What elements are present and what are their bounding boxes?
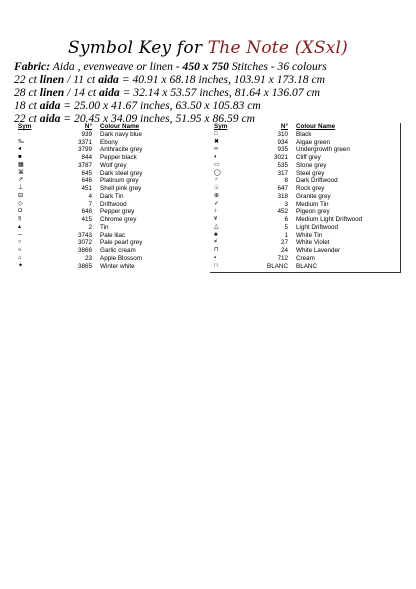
header-name: Colour Name	[296, 123, 336, 130]
symbol-glyph: ─	[18, 231, 23, 238]
size-line	[14, 99, 414, 112]
symbol-glyph: ⌘	[18, 169, 24, 176]
symbol-glyph: ↗	[18, 177, 23, 184]
colour-name: Algae green	[296, 138, 330, 146]
dmc-number: 645	[81, 169, 92, 177]
table-row	[210, 247, 400, 255]
colour-name: White Violet	[296, 239, 330, 247]
table-row	[210, 131, 400, 139]
colour-name: Stone grey	[296, 161, 327, 169]
fabric-line	[14, 60, 414, 73]
stitch-size: 450 x 750	[182, 60, 229, 73]
table-row	[14, 247, 204, 255]
colour-name: Winter white	[100, 262, 135, 270]
dmc-number: 1	[284, 231, 288, 239]
table-header	[14, 123, 204, 131]
colour-name: Undergrowth green	[296, 146, 350, 154]
symbol-glyph: ▪	[214, 254, 217, 261]
fabric-label: Fabric:	[14, 60, 51, 73]
size-dimensions: = 32.14 x 53.57 inches, 81.64 x 136.07 cm	[122, 86, 321, 99]
colour-name: Pepper black	[100, 154, 137, 161]
size-dimensions: = 25.00 x 41.67 inches, 63.50 x 105.83 cm	[63, 99, 261, 112]
size-count: 18 ct	[14, 99, 37, 112]
dmc-number: 934	[277, 138, 288, 146]
table-row	[210, 185, 400, 193]
colour-name: Ebony	[100, 138, 118, 146]
dmc-number: 27	[280, 239, 288, 247]
colour-name: Dark steel grey	[100, 169, 143, 177]
dmc-number: 6	[284, 216, 288, 223]
table-row	[210, 162, 400, 170]
header-num: N°	[84, 123, 92, 130]
colour-name: Dark Driftwood	[296, 177, 338, 185]
symbol-glyph: □	[214, 130, 218, 137]
table-row	[14, 170, 204, 178]
dmc-number: 3	[284, 200, 288, 208]
dmc-number: 3743	[77, 231, 92, 239]
symbol-glyph: ¥	[214, 216, 218, 222]
size-fabric-alt: aida	[98, 73, 119, 86]
size-line	[14, 86, 414, 99]
table-row	[210, 208, 400, 216]
size-fabric: aida	[39, 112, 61, 125]
symbol-glyph: ♪	[214, 208, 217, 215]
size-line	[14, 73, 414, 86]
symbol-glyph: ✦	[18, 262, 23, 269]
dmc-number: 647	[277, 185, 288, 192]
dmc-number: 452	[277, 208, 288, 216]
colour-name: Granite grey	[296, 192, 331, 200]
page-title	[0, 38, 416, 58]
symbol-glyph: ▦	[18, 161, 24, 168]
table-row	[14, 201, 204, 209]
size-count: 28 ct	[14, 86, 37, 99]
title-pattern-name: The Note (XSxl)	[207, 38, 348, 58]
colour-name: Tin	[100, 223, 109, 231]
dmc-number: 310	[277, 130, 288, 138]
size-fabric: linen	[39, 73, 65, 86]
colour-name: Pepper grey	[100, 208, 135, 216]
table-row	[210, 224, 400, 232]
table-row	[210, 177, 400, 185]
symbol-glyph: ⊥	[18, 185, 24, 191]
dmc-number: 3371	[77, 138, 92, 146]
size-count-alt: / 11 ct	[67, 73, 96, 86]
header-sym: Sym	[214, 123, 228, 130]
table-header	[210, 123, 400, 131]
table-row	[14, 224, 204, 232]
symbol-glyph: ✓	[214, 200, 219, 207]
dmc-number: 451	[81, 185, 92, 192]
table-row	[14, 146, 204, 154]
dmc-number: 3072	[77, 239, 92, 247]
table-row	[14, 139, 204, 147]
symbol-glyph: ‰	[18, 138, 24, 145]
size-dimensions: = 40.91 x 68.18 inches, 103.91 x 173.18 cm	[121, 73, 325, 86]
symbol-glyph: ♣	[214, 231, 218, 238]
colour-name: Shell pink grey	[100, 185, 142, 192]
size-fabric-alt: aida	[99, 86, 120, 99]
table-row	[14, 154, 204, 162]
dmc-number: 535	[277, 161, 288, 169]
table-row	[14, 177, 204, 185]
symbol-glyph: Ω	[18, 208, 23, 215]
table-row	[14, 255, 204, 263]
table-row	[210, 239, 400, 247]
table-row	[210, 154, 400, 162]
colour-name: Pale lilac	[100, 231, 126, 239]
dmc-number: 3787	[77, 161, 92, 169]
table-row	[14, 162, 204, 170]
table-row	[14, 239, 204, 247]
colour-name: Rock grey	[296, 185, 325, 192]
symbol-glyph: ♂	[214, 177, 219, 184]
colour-name: Garlic cream	[100, 247, 136, 254]
table-row	[14, 263, 204, 271]
header-name: Colour Name	[100, 123, 140, 130]
symbol-glyph: ◇	[18, 200, 23, 207]
symbol-glyph: ∞	[214, 146, 219, 153]
colour-name: Cream	[296, 254, 315, 262]
table-row	[14, 185, 204, 193]
dmc-number: 648	[81, 208, 92, 216]
dmc-number: 3021	[273, 154, 288, 161]
symbol-glyph: ✖	[214, 138, 219, 145]
table-row	[14, 193, 204, 201]
symbol-glyph: «	[18, 247, 22, 253]
colour-name: White Tin	[296, 231, 323, 239]
colour-name: Dark Tin	[100, 192, 124, 200]
size-fabric: aida	[39, 99, 61, 112]
colour-name: Pigeon grey	[296, 208, 330, 216]
dmc-number: 3799	[77, 146, 92, 154]
colour-name: Driftwood	[100, 200, 127, 208]
stitch-rest: Stitches - 36 colours	[231, 60, 327, 73]
table-row	[14, 131, 204, 139]
dmc-number: 935	[277, 146, 288, 154]
symbol-glyph: ♧	[214, 185, 220, 191]
table-row	[210, 255, 400, 263]
dmc-number: 4	[88, 192, 92, 200]
dmc-number: 2	[88, 223, 92, 231]
header-sym: Sym	[18, 123, 32, 130]
dmc-number: 3865	[77, 262, 92, 270]
colour-name: Cliff grey	[296, 154, 321, 161]
dmc-number: 939	[81, 130, 92, 138]
colour-name: Wolf grey	[100, 161, 127, 169]
table-row	[210, 193, 400, 201]
title-prefix: Symbol Key for	[68, 38, 203, 58]
symbol-glyph: ∷	[214, 262, 218, 269]
symbol-glyph: ■	[18, 154, 22, 160]
colour-name: Black	[296, 130, 312, 138]
colour-name: Steel grey	[296, 169, 325, 177]
colour-name: Chrome grey	[100, 216, 137, 223]
dmc-number: 318	[277, 192, 288, 200]
table-row	[210, 216, 400, 224]
table-row	[210, 201, 400, 209]
size-count: 22 ct	[14, 73, 37, 86]
table-row	[210, 232, 400, 240]
symbol-glyph: △	[214, 223, 219, 230]
symbol-table-right	[210, 123, 401, 273]
dmc-number: 3866	[77, 247, 92, 254]
table-row	[14, 208, 204, 216]
table-row	[210, 139, 400, 147]
symbol-glyph: ◯	[214, 169, 221, 176]
symbol-glyph: ·	[18, 130, 20, 137]
symbol-glyph: ⊟	[18, 192, 23, 199]
dmc-number: 7	[88, 200, 92, 208]
symbol-glyph: ▴	[18, 223, 21, 230]
symbol-glyph: ⌂	[18, 254, 22, 261]
symbol-glyph: ◂	[18, 146, 21, 153]
size-fabric: linen	[39, 86, 65, 99]
colour-name: White Lavender	[296, 247, 341, 254]
symbol-glyph: ≠	[214, 239, 218, 246]
table-row	[210, 170, 400, 178]
colour-name: Anthracite grey	[100, 146, 143, 154]
table-row	[14, 232, 204, 240]
symbol-glyph: ○	[18, 239, 22, 246]
colour-name: Light Driftwood	[296, 223, 338, 231]
dmc-number: 415	[81, 216, 92, 223]
table-row	[210, 263, 400, 271]
dmc-number: 712	[277, 254, 288, 262]
dmc-number: 844	[81, 154, 92, 161]
dmc-number: BLANC	[267, 262, 288, 270]
dmc-number: 24	[280, 247, 288, 254]
colour-name: Apple Blossom	[100, 254, 142, 262]
size-count-alt: / 14 ct	[67, 86, 97, 99]
symbol-glyph: ⊓	[214, 247, 219, 253]
table-row	[210, 146, 400, 154]
size-dimensions: = 20.45 x 34.09 inches, 51.95 x 86.59 cm	[63, 112, 255, 125]
fabric-text: Aida , evenweave or linen -	[52, 60, 180, 73]
symbol-table-left	[14, 123, 204, 270]
size-count: 22 ct	[14, 112, 37, 125]
colour-name: Platinum grey	[100, 177, 139, 185]
colour-name: Pale pearl grey	[100, 239, 143, 247]
colour-name: Medium Light Driftwood	[296, 216, 363, 223]
colour-name: Dark navy blue	[100, 130, 142, 138]
header-num: N°	[280, 123, 288, 130]
dmc-number: 23	[84, 254, 92, 262]
table-row	[14, 216, 204, 224]
fabric-info	[14, 60, 414, 125]
symbol-glyph: ▭	[214, 161, 220, 168]
dmc-number: 317	[277, 169, 288, 177]
dmc-number: 8	[284, 177, 288, 185]
symbol-glyph: ◐	[214, 154, 218, 160]
colour-name: BLANC	[296, 262, 317, 270]
colour-name: Medium Tin	[296, 200, 329, 208]
dmc-number: 5	[284, 223, 288, 231]
symbol-glyph: §	[18, 216, 22, 222]
symbol-glyph: ⊕	[214, 192, 219, 199]
dmc-number: 646	[81, 177, 92, 185]
